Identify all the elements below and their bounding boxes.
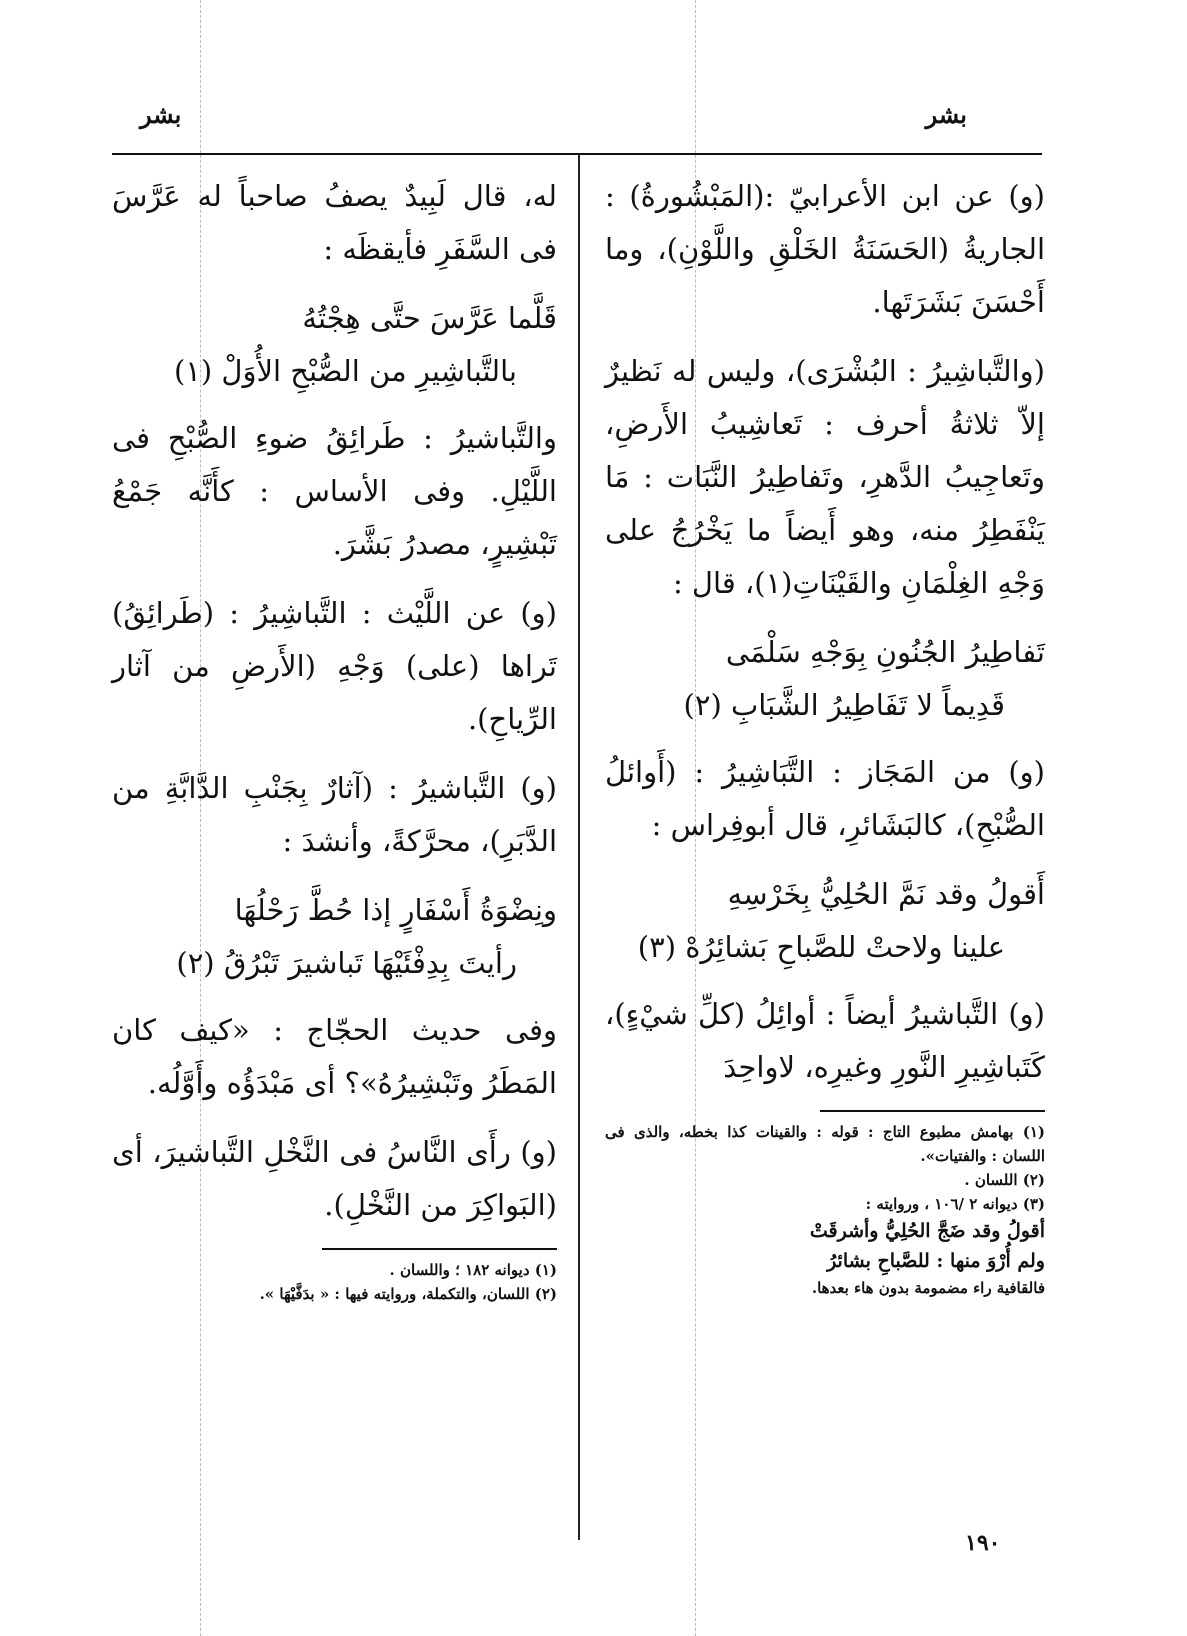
- footnote: (٢) اللسان، والتكملة، وروايته فيها : « بدَفَّيْهَا ».: [259, 1285, 557, 1303]
- footnote: فالقافية راء مضمومة بدون هاء بعدها.: [811, 1279, 1045, 1297]
- right-column: [605, 170, 1045, 1300]
- footnote-rule: [322, 1248, 557, 1250]
- verse-line: أَقولُ وقد نَمَّ الحُلِيُّ بِخَرْسِهِ: [727, 877, 1045, 911]
- column-separator: [578, 155, 580, 1540]
- footnote: (٣) ديوانه ٢ /١٠٦ ، وروايته :: [865, 1195, 1045, 1213]
- verse-line: بالتَّباشِيرِ من الصُّبْحِ الأُوَلْ (١): [173, 354, 517, 388]
- paragraph: (و) رأَى النَّاسُ فى النَّخْلِ التَّباشيرَ، أى (البَواكِرَ من النَّخْلِ).: [112, 1135, 557, 1222]
- verse-line: تَفاطِيرُ الجُنُونِ بِوَجْهِ سَلْمَى: [725, 635, 1045, 669]
- footnote: (١) بهامش مطبوع التاج : قوله : والقينات كذا بخطه، والذى فى اللسان : والفتيات».: [605, 1123, 1045, 1165]
- footnote-verse-line: ولم أُرْوَ منها : للصَّباحِ بشائرُ: [827, 1250, 1045, 1272]
- verse: [112, 884, 557, 990]
- paragraph: له، قال لَبِيدٌ يصفُ صاحباً له عَرَّسَ فى السَّفَرِ فأيقظَه :: [112, 179, 557, 266]
- header-rule: [112, 153, 1042, 155]
- footnote-rule: [820, 1110, 1045, 1112]
- paragraph: (و) من المَجَاز : التَّبَاشِيرُ : (أَوائلُ الصُّبْحِ)، كالبَشَائرِ، قال أبوفِراس :: [605, 755, 1045, 842]
- paragraph: والتَّباشيرُ : طَرائِقُ ضوءِ الصُّبْحِ فى اللَّيْلِ. وفى الأساس : كأَنَّه جَمْعُ تَبْشِيرٍ، مصدرُ بَشَّرَ.: [112, 421, 557, 561]
- paragraph: (و) عن ابن الأعرابيّ :(المَبْشُورةُ) : الجاريةُ (الحَسَنَةُ الخَلْقِ واللَّوْنِ)، وما أَحْسَنَ بَشَرَتَها.: [605, 179, 1045, 319]
- footnote: (٢) اللسان .: [964, 1171, 1045, 1189]
- running-head-left: بشر: [140, 100, 182, 129]
- page-number: ١٩٠: [965, 1530, 1001, 1556]
- footnotes: [112, 1258, 557, 1306]
- verse: [605, 868, 1045, 974]
- verse-line: رأيتَ بِدِفْئَيْهَا تَباشيرَ تَبْرُقُ (٢): [176, 946, 517, 980]
- running-head-right: بشر: [925, 100, 967, 129]
- verse-line: قَلَّما عَرَّسَ حتَّى هِجْتُهُ: [302, 301, 557, 335]
- verse: [605, 626, 1045, 732]
- left-column: [112, 170, 557, 1306]
- paragraph: وفى حديث الحجّاج : «كيف كان المَطَرُ وتَبْشِيرُهُ»؟ أى مَبْدَؤُه وأَوَّلُه.: [112, 1013, 557, 1100]
- paragraph: (والتَّباشِيرُ : البُشْرَى)، وليس له نَظيرٌ إلاّ ثلاثةُ أحرف : تَعاشِيبُ الأَرضِ، وتَعاجِيبُ الدَّهرِ، وتَفاطِيرُ النَّبَات : مَا يَنْفَطِرُ منه، وهو أَيضاً ما يَخْرُجُ على وَجْهِ الغِلْمَانِ والقَيْنَاتِ(١)، قال :: [605, 354, 1045, 600]
- paragraph: (و) التَّباشيرُ : (آثارٌ بِجَنْبِ الدَّابَّةِ من الدَّبَرِ)، محرَّكةً، وأنشدَ :: [112, 771, 557, 858]
- paragraph: (و) عن اللَّيْث : التَّباشِيرُ : (طَرائِقُ) تَراها (على) وَجْهِ (الأَرضِ من آثار الرِّياحِ).: [112, 596, 557, 736]
- footnote-verse-line: أقولُ وقد ضَجَّ الحُلِيُّ وأشرقَتْ: [809, 1220, 1045, 1242]
- verse-line: قَدِيماً لا تَفَاطِيرُ الشَّبَابِ (٢): [683, 688, 1005, 722]
- footnote: (١) ديوانه ١٨٢ ؛ واللسان .: [389, 1261, 557, 1279]
- paragraph: (و) التَّباشيرُ أيضاً : أوائِلُ (كلِّ شيْءٍ)، كَتَباشِيرِ النَّورِ وغيرِه، لاواحِدَ: [605, 997, 1045, 1084]
- verse-line: ونِضْوَةُ أَسْفَارٍ إذا حُطَّ رَحْلُهَا: [234, 893, 557, 927]
- verse-line: علينا ولاحتْ للصَّباحِ بَشائِرُهْ (٣): [637, 930, 1005, 964]
- footnotes: [605, 1120, 1045, 1300]
- verse: [112, 292, 557, 398]
